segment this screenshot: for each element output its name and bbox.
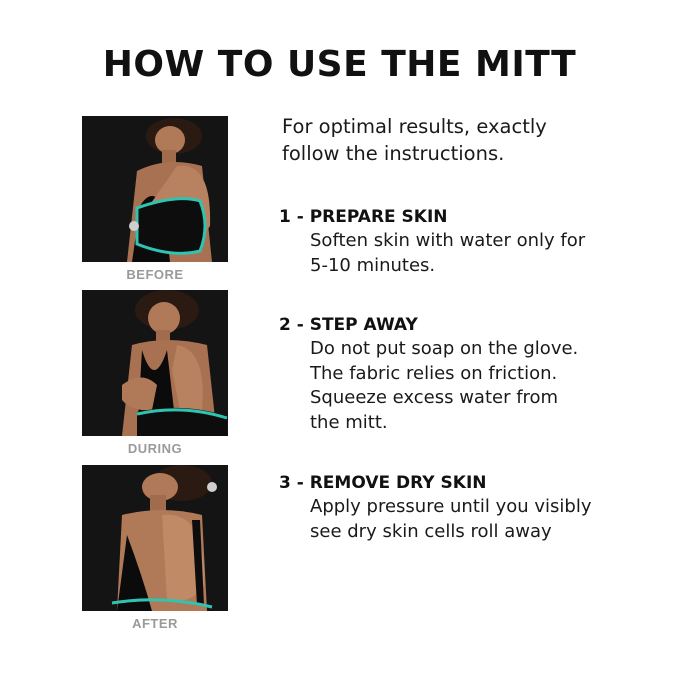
step-line: 5-10 minutes. [310,254,436,276]
step-title: 1 - PREPARE SKIN [279,207,448,227]
step-title: 2 - STEP AWAY [279,315,418,335]
step-body [310,495,659,544]
step-line: The fabric relies on friction. [310,362,558,384]
step-line: Squeeze excess water from [310,387,559,408]
intro-line: follow the instructions. [282,142,505,165]
after-caption: AFTER [132,616,178,631]
after-photo [82,465,228,611]
step-line: Do not put soap on the glove. [310,338,579,359]
step-body [310,229,659,278]
during-photo [82,290,228,436]
step-2 [279,313,659,435]
before-photo [82,116,228,262]
step-1 [279,205,659,278]
step-line: see dry skin cells roll away [310,520,552,542]
step-line: Apply pressure until you visibly [310,496,592,517]
intro-line: For optimal results, exactly [282,115,547,138]
step-title: 3 - REMOVE DRY SKIN [279,473,487,493]
step-3 [279,471,659,544]
step-line: the mitt. [310,411,388,433]
intro-text [282,113,642,167]
before-caption: BEFORE [126,267,184,282]
step-body [310,337,659,435]
step-line: Soften skin with water only for [310,230,586,251]
during-caption: DURING [127,441,183,456]
page-title: HOW TO USE THE MITT [102,44,577,85]
